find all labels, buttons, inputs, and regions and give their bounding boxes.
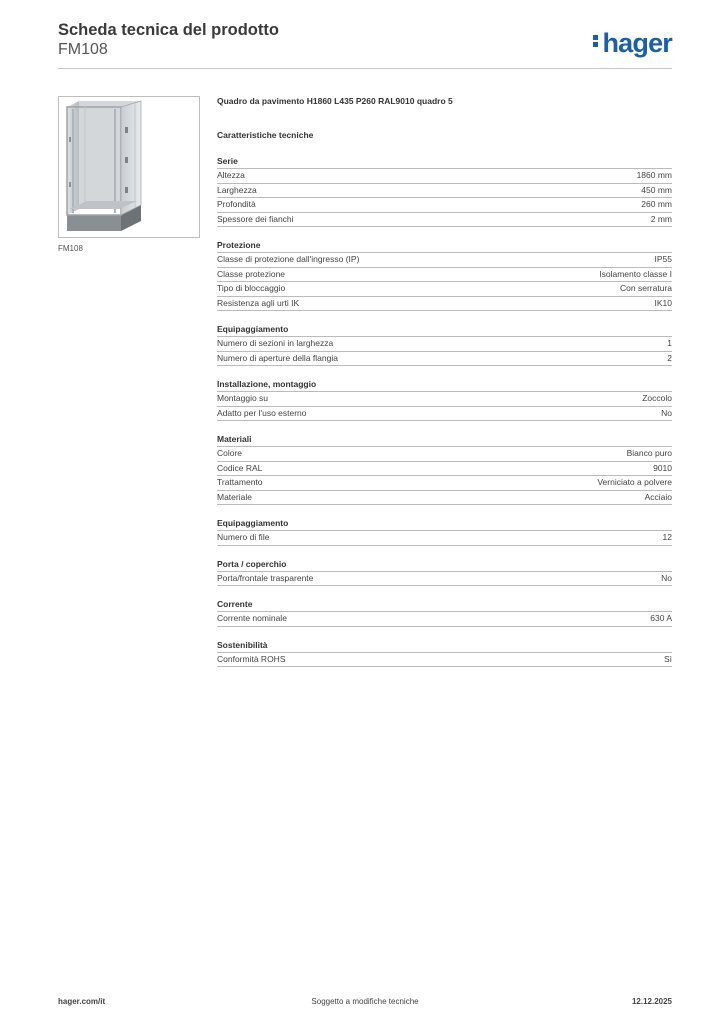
spec-row [217,337,672,352]
logo-text: hager [602,28,672,58]
spec-section [217,640,672,668]
spec-row [217,213,672,228]
spec-label: Classe protezione [217,268,286,279]
spec-row [217,653,672,668]
image-caption: FM108 [58,244,83,253]
spec-row [217,268,672,283]
spec-label: Adatto per l'uso esterno [217,407,307,418]
spec-label: Spessore dei fianchi [217,213,294,224]
spec-value: 12 [662,532,672,542]
spec-value: 450 mm [641,184,672,195]
spec-sections [217,156,672,667]
spec-value: Acciaio [644,491,672,502]
hager-logo [593,28,672,58]
header-divider [58,68,672,69]
spec-section [217,559,672,587]
spec-label: Numero di aperture della flangia [217,352,338,363]
spec-value: Verniciato a polvere [597,477,672,487]
spec-section [217,434,672,505]
spec-label: Porta/frontale trasparente [217,572,314,583]
section-title: Equipaggiamento [217,518,672,531]
spec-row [217,491,672,506]
section-title: Corrente [217,599,672,612]
spec-content [217,96,672,667]
product-description: Quadro da pavimento H1860 L435 P260 RAL9010 quadro 5 [217,96,453,106]
spec-value: Isolamento classe I [599,268,672,279]
spec-row [217,184,672,199]
spec-label: Resistenza agli urti IK [217,297,300,308]
spec-label: Materiale [217,491,252,502]
section-title: Equipaggiamento [217,324,672,337]
spec-row [217,352,672,367]
spec-value: Sì [663,653,672,664]
product-code: FM108 [58,41,108,58]
spec-label: Montaggio su [217,393,269,403]
spec-value: 2 [667,352,672,363]
spec-section [217,379,672,421]
section-title: Installazione, montaggio [217,379,672,392]
section-title: Protezione [217,240,672,253]
spec-label: Profondità [217,199,256,209]
spec-label: Classe di protezione dall'ingresso (IP) [217,254,360,264]
page-title: Scheda tecnica del prodotto [58,21,279,39]
spec-row [217,462,672,477]
spec-row [217,253,672,268]
page-header [58,20,672,70]
footer-website: hager.com/it [58,997,106,1006]
spec-section [217,599,672,627]
spec-value: 1860 mm [636,170,672,180]
spec-value: No [661,572,672,583]
spec-row [217,297,672,312]
spec-value: Zoccolo [642,393,672,403]
spec-row [217,407,672,422]
spec-label: Numero di sezioni in larghezza [217,338,334,348]
spec-value: IK10 [654,297,672,308]
spec-label: Numero di file [217,532,270,542]
footer-note: Soggetto a modifiche tecniche [311,997,419,1006]
spec-row [217,169,672,184]
spec-section [217,156,672,227]
spec-subtitle: Caratteristiche tecniche [217,130,314,140]
spec-label: Conformità ROHS [217,653,286,664]
section-title: Serie [217,156,672,169]
spec-value: IP55 [654,254,672,264]
spec-section [217,324,672,366]
spec-row [217,612,672,627]
spec-value: 2 mm [650,213,672,224]
spec-section [217,518,672,546]
spec-label: Corrente nominale [217,613,287,623]
spec-label: Tipo di bloccaggio [217,283,286,293]
spec-label: Altezza [217,170,245,180]
spec-section [217,240,672,311]
spec-row [217,476,672,491]
spec-label: Colore [217,448,243,458]
spec-row [217,447,672,462]
spec-value: No [661,407,672,418]
spec-row [217,198,672,213]
spec-label: Trattamento [217,477,263,487]
section-title: Materiali [217,434,672,447]
section-title: Sostenibilità [217,640,672,653]
section-title: Porta / coperchio [217,559,672,572]
floor-cabinet-icon [59,97,199,237]
spec-row [217,531,672,546]
spec-value: 630 A [650,613,672,623]
footer-date: 12.12.2025 [631,997,672,1006]
spec-value: 1 [667,338,672,348]
spec-row [217,572,672,587]
logo-dots-icon [593,33,600,49]
spec-value: Bianco puro [626,448,672,458]
spec-row [217,392,672,407]
spec-value: 9010 [653,462,672,473]
spec-value: Con serratura [620,283,672,293]
spec-label: Larghezza [217,184,257,195]
spec-row [217,282,672,297]
product-image [58,96,200,238]
spec-label: Codice RAL [217,462,263,473]
spec-value: 260 mm [641,199,672,209]
